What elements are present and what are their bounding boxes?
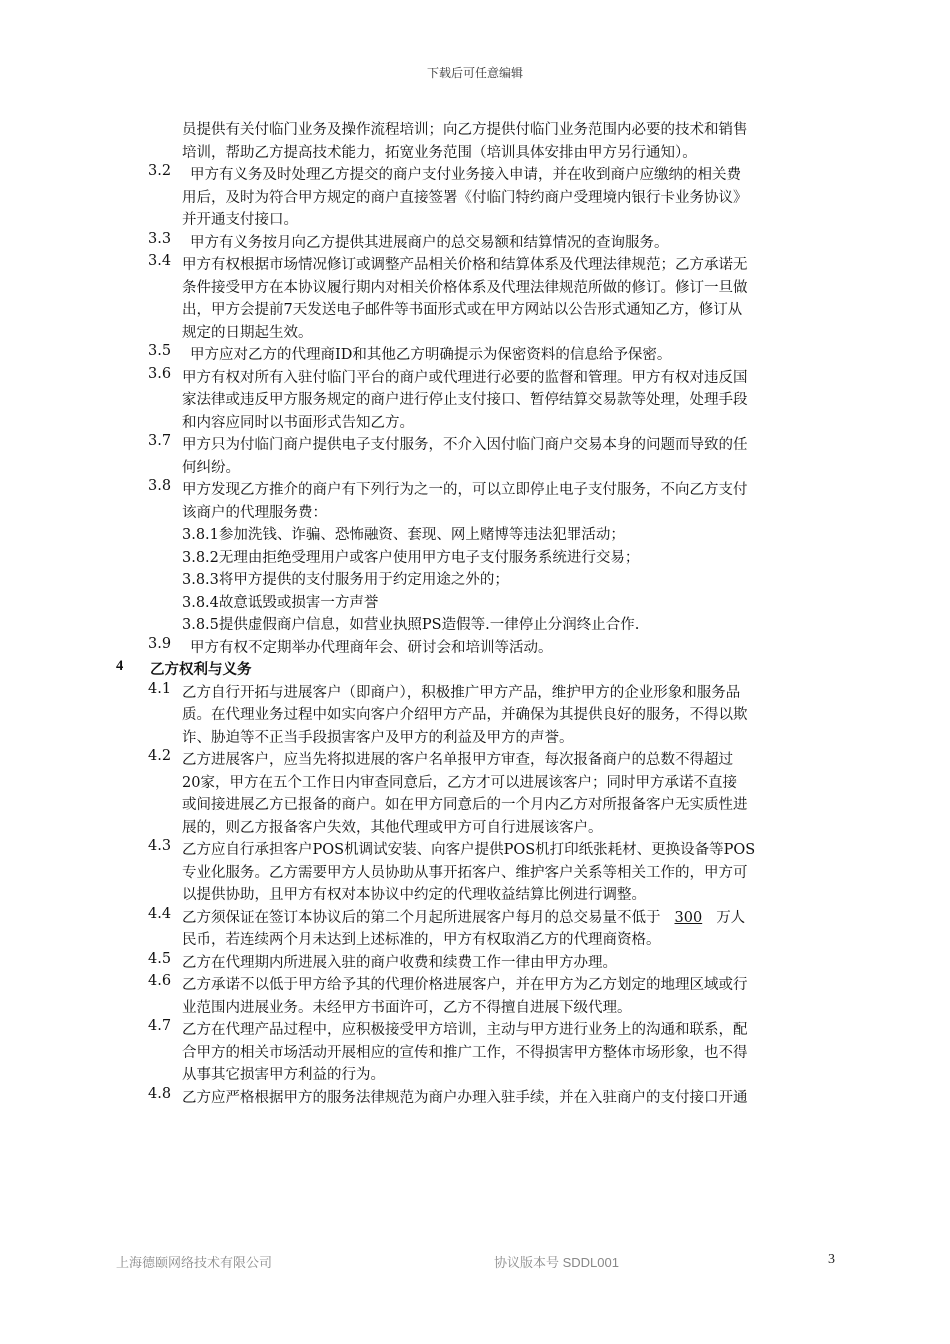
footer-company: 上海德颐网络技术有限公司 (116, 1256, 273, 1271)
clause-number: 4.1 (148, 680, 172, 697)
clause-number: 3.3 (148, 230, 172, 247)
clause-number: 4.7 (148, 1018, 172, 1034)
text-line: 并开通支付接口。 (182, 212, 298, 228)
text-line: 规定的日期起生效。 (182, 324, 313, 341)
clause-text: 乙方须保证在签订本协议后的第二个月起所进展客户每月的总交易量不低于 (182, 909, 661, 926)
clause-number: 4.6 (148, 973, 172, 989)
clause-4-4-first-line (182, 906, 745, 927)
text-line: 合甲方的相关市场活动开展相应的宣传和推广工作，不得损害甲方整体市场形象，也不得 (182, 1044, 748, 1061)
text-line: 用后，及时为符合甲方规定的商户直接签署《付临门特约商户受理境内银行卡业务协议》 (182, 189, 748, 206)
text-line: 3.8.2无理由拒绝受理用户或客户使用甲方电子支付服务系统进行交易； (182, 549, 640, 566)
text-line: 乙方承诺不以低于甲方给予其的代理价格进展客户，并在甲方为乙方划定的地理区域或行 (182, 977, 748, 993)
clause-number: 3.9 (148, 635, 172, 652)
clause-number: 3.4 (148, 253, 172, 269)
clause-number: 3.5 (148, 343, 172, 359)
text-line: 乙方应严格根据甲方的服务法律规范为商户办理入驻手续，并在入驻商户的支付接口开通 (182, 1089, 748, 1106)
text-line: 乙方进展客户，应当先将拟进展的客户名单报甲方审查，每次报备商户的总数不得超过 (182, 752, 733, 768)
page-number: 3 (828, 1252, 835, 1267)
text-line: 专业化服务。乙方需要甲方人员协助从事开拓客户、维护客户关系等相关工作的，甲方可 (182, 864, 748, 881)
text-line: 乙方在代理产品过程中，应积极接受甲方培训，主动与甲方进行业务上的沟通和联系，配 (182, 1022, 748, 1038)
clause-number: 4.8 (148, 1085, 172, 1102)
text-line: 3.8.3将甲方提供的支付服务用于约定用途之外的； (182, 572, 509, 588)
text-line: 甲方有权对所有入驻付临门平台的商户或代理进行必要的监督和管理。甲方有权对违反国 (182, 369, 748, 386)
text-line: 甲方应对乙方的代理商ID和其他乙方明确提示为保密资料的信息给予保密。 (190, 347, 672, 363)
text-line: 以提供协助，且甲方有权对本协议中约定的代理收益结算比例进行调整。 (182, 887, 646, 903)
text-line: 条件接受甲方在本协议履行期内对相关价格体系及代理法律规范所做的修订。修订一旦做 (182, 279, 748, 296)
clause-number: 4.3 (148, 838, 172, 854)
text-line: 家法律或违反甲方服务规定的商户进行停止支付接口、暂停结算交易款等处理，处理手段 (182, 392, 748, 408)
text-line: 培训，帮助乙方提高技术能力，拓宽业务范围（培训具体安排由甲方另行通知）。 (182, 144, 697, 161)
amount-blank: 300 (674, 909, 703, 926)
text-line: 甲方只为付临门商户提供电子支付服务，不介入因付临门商户交易本身的问题而导致的任 (182, 437, 748, 453)
clause-number: 3.6 (148, 365, 172, 382)
text-line: 甲方有权不定期举办代理商年会、研讨会和培训等活动。 (190, 639, 553, 656)
clause-number: 4.2 (148, 748, 172, 764)
clause-number: 3.2 (148, 163, 172, 179)
section-number: 4 (116, 658, 124, 674)
text-line: 3.8.4故意诋毁或损害一方声誉 (182, 594, 379, 611)
text-line: 或间接进展乙方已报备的商户。如在甲方同意后的一个月内乙方对所报备客户无实质性进 (182, 797, 748, 813)
text-line: 诈、胁迫等不正当手段损害客户及甲方的利益及甲方的声誉。 (182, 729, 574, 746)
header-note: 下载后可任意编辑 (426, 66, 523, 80)
text-line: 乙方应自行承担客户POS机调试安装、向客户提供POS机打印纸张耗材、更换设备等POS (182, 842, 756, 858)
text-line: 甲方发现乙方推介的商户有下列行为之一的，可以立即停止电子支付服务，不向乙方支付 (182, 482, 748, 498)
clause-text: 万人 (716, 909, 746, 926)
text-line: 3.8.5提供虚假商户信息，如营业执照PS造假等.一律停止分润终止合作. (182, 617, 640, 633)
text-line: 从事其它损害甲方利益的行为。 (182, 1067, 385, 1083)
text-line: 20家，甲方在五个工作日内审查同意后，乙方才可以进展该客户；同时甲方承诺不直接 (182, 774, 737, 791)
text-line: 何纠纷。 (182, 459, 240, 476)
text-line: 甲方有权根据市场情况修订或调整产品相关价格和结算体系及代理法律规范；乙方承诺无 (182, 257, 748, 273)
text-line: 质。在代理业务过程中如实向客户介绍甲方产品，并确保为其提供良好的服务，不得以欺 (182, 707, 748, 723)
text-line: 民币，若连续两个月未达到上述标准的，甲方有权取消乙方的代理商资格。 (182, 932, 661, 948)
clause-number: 3.8 (148, 478, 172, 494)
text-line: 出，甲方会提前7天发送电子邮件等书面形式或在甲方网站以公告形式通知乙方，修订从 (182, 302, 743, 318)
footer-version: 协议版本号 SDDL001 (494, 1255, 619, 1270)
text-line: 业范围内进展业务。未经甲方书面许可，乙方不得擅自进展下级代理。 (182, 999, 632, 1016)
text-line: 甲方有义务按月向乙方提供其进展商户的总交易额和结算情况的查询服务。 (190, 234, 669, 251)
text-line: 展的，则乙方报备客户失效，其他代理或甲方可自行进展该客户。 (182, 819, 603, 836)
clause-number: 4.5 (148, 950, 172, 967)
section-title: 乙方权利与义务 (150, 661, 252, 678)
text-line: 甲方有义务及时处理乙方提交的商户支付业务接入申请，并在收到商户应缴纳的相关费 (190, 167, 741, 183)
text-line: 乙方在代理期内所进展入驻的商户收费和续费工作一律由甲方办理。 (182, 954, 617, 971)
clause-number: 4.4 (148, 905, 172, 922)
text-line: 3.8.1参加洗钱、诈骗、恐怖融资、套现、网上赌博等违法犯罪活动； (182, 527, 625, 543)
text-line: 和内容应同时以书面形式告知乙方。 (182, 414, 414, 431)
text-line: 员提供有关付临门业务及操作流程培训；向乙方提供付临门业务范围内必要的技术和销售 (182, 122, 748, 138)
text-line: 该商户的代理服务费： (182, 504, 327, 521)
clause-number: 3.7 (148, 433, 172, 449)
text-line: 乙方自行开拓与进展客户（即商户），积极推广甲方产品，维护甲方的企业形象和服务品 (182, 684, 741, 701)
